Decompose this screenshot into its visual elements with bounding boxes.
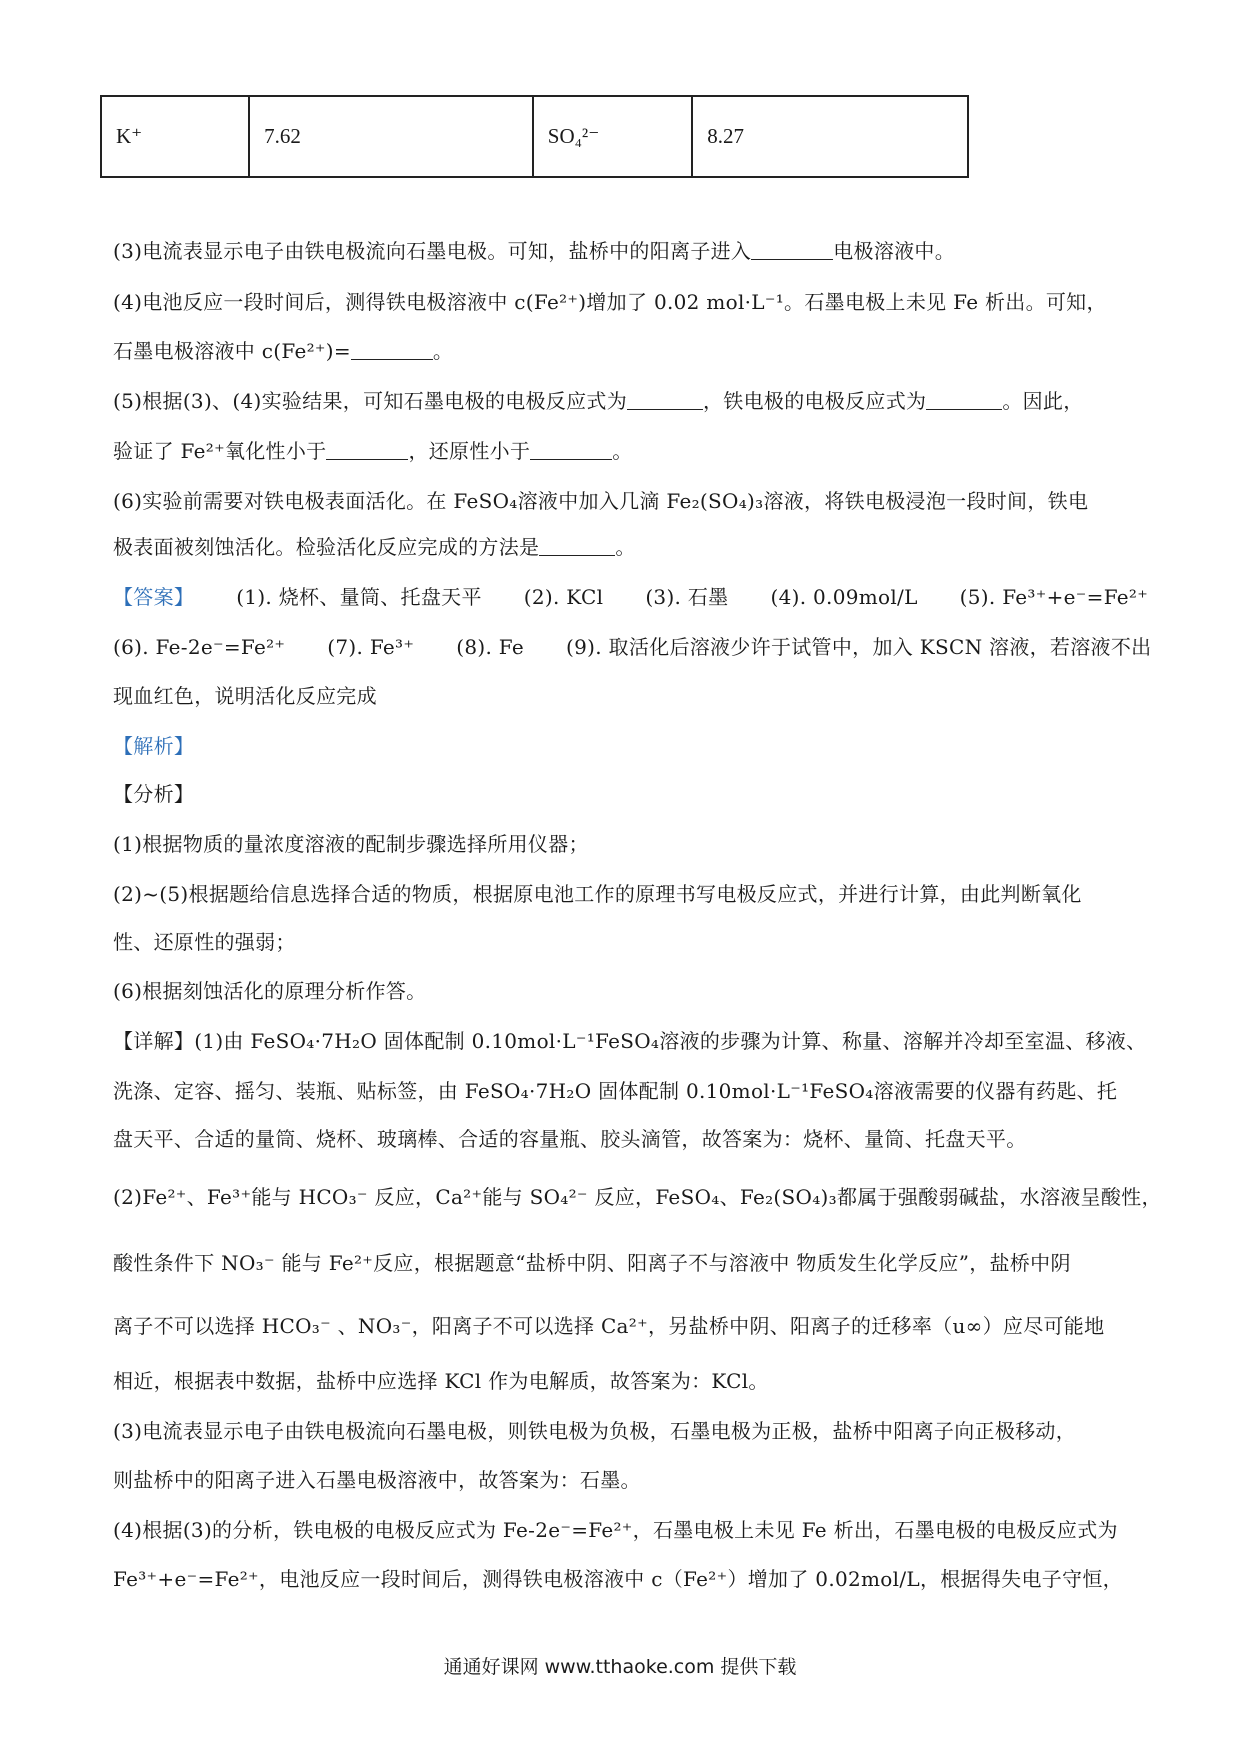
analysis-paragraph: (2)~(5)根据题给信息选择合适的物质，根据原电池工作的原理书写电极反应式，并进行计算，由此判断氧化 bbox=[113, 882, 1082, 906]
question-text: 验证了 Fe²⁺氧化性小于 bbox=[113, 439, 327, 463]
table-cell: SO₄²⁻ bbox=[533, 96, 692, 177]
question-text: 。 bbox=[615, 535, 636, 559]
answer-line-2 bbox=[113, 632, 1151, 662]
detail-line: 酸性条件下 NO₃⁻ 能与 Fe²⁺反应，根据题意“盐桥中阴、阳离子不与溶液中 物质发生化学反应”，盐桥中阴 bbox=[113, 1251, 1071, 1275]
question-6-line-1: (6)实验前需要对铁电极表面活化。在 FeSO₄溶液中加入几滴 Fe₂(SO₄)₃溶液，将铁电极浸泡一段时间，铁电 bbox=[113, 489, 1089, 513]
answer-item: (2). KCl bbox=[523, 585, 604, 609]
answer-blank bbox=[539, 535, 615, 556]
analysis-sub-label: 【分析】 bbox=[113, 782, 195, 806]
analysis-paragraph: (1)根据物质的量浓度溶液的配制步骤选择所用仪器； bbox=[113, 832, 589, 856]
answer-item: (7). Fe³⁺ bbox=[327, 635, 415, 659]
question-text: (3)电流表显示电子由铁电极流向石墨电极。可知，盐桥中的阳离子进入 bbox=[113, 239, 752, 263]
page-footer: 通通好课网 www.tthaoke.com 提供下载 bbox=[443, 1656, 797, 1678]
question-text: 。 bbox=[612, 439, 633, 463]
table-cell: 8.27 bbox=[692, 96, 968, 177]
question-text: ，铁电极的电极反应式为 bbox=[703, 389, 927, 413]
answer-item: (4). 0.09mol/L bbox=[770, 585, 918, 609]
ion-mobility-table bbox=[100, 95, 969, 178]
analysis-label: 【解析】 bbox=[113, 734, 195, 758]
detail-line: 盘天平、合适的量筒、烧杯、玻璃棒、合适的容量瓶、胶头滴管，故答案为：烧杯、量筒、托盘天平。 bbox=[113, 1127, 1027, 1151]
answer-line-3: 现血红色，说明活化反应完成 bbox=[113, 684, 377, 708]
question-5-line-2 bbox=[113, 436, 633, 466]
question-text: 极表面被刻蚀活化。检验活化反应完成的方法是 bbox=[113, 535, 540, 559]
answer-blank bbox=[627, 389, 703, 410]
detail-line: 则盐桥中的阳离子进入石墨电极溶液中，故答案为：石墨。 bbox=[113, 1468, 641, 1492]
question-text: 。因此， bbox=[1002, 389, 1084, 413]
answer-line-1 bbox=[113, 582, 1148, 612]
question-text: ，还原性小于 bbox=[408, 439, 531, 463]
question-text: 电极溶液中。 bbox=[833, 239, 956, 263]
question-5-line-1 bbox=[113, 386, 1084, 416]
question-text: 石墨电极溶液中 c(Fe²⁺)= bbox=[113, 339, 351, 363]
answer-blank bbox=[530, 439, 612, 460]
question-4-line-1: (4)电池反应一段时间后，测得铁电极溶液中 c(Fe²⁺)增加了 0.02 mol·L⁻¹。石墨电极上未见 Fe 析出。可知， bbox=[113, 290, 1107, 314]
table-cell: K⁺ bbox=[101, 96, 249, 177]
detail-line: Fe³⁺+e⁻=Fe²⁺，电池反应一段时间后，测得铁电极溶液中 c（Fe²⁺）增加了 0.02mol/L，根据得失电子守恒， bbox=[113, 1567, 1123, 1591]
detail-line: 离子不可以选择 HCO₃⁻ 、NO₃⁻，阳离子不可以选择 Ca²⁺，另盐桥中阴、阳离子的迁移率（u∞）应尽可能地 bbox=[113, 1314, 1105, 1338]
answer-blank bbox=[926, 389, 1002, 410]
answer-item: (3). 石墨 bbox=[645, 585, 729, 609]
detail-line: 【详解】(1)由 FeSO₄·7H₂O 固体配制 0.10mol·L⁻¹FeSO₄溶液的步骤为计算、称量、溶解并冷却至室温、移液、 bbox=[113, 1029, 1147, 1053]
answer-blank bbox=[351, 339, 433, 360]
answer-item: (8). Fe bbox=[456, 635, 525, 659]
detail-line: (4)根据(3)的分析，铁电极的电极反应式为 Fe-2e⁻=Fe²⁺，石墨电极上未见 Fe 析出，石墨电极的电极反应式为 bbox=[113, 1518, 1118, 1542]
question-6-line-2 bbox=[113, 532, 636, 562]
table-row bbox=[101, 96, 968, 177]
answer-blank bbox=[751, 239, 833, 260]
table-cell: 7.62 bbox=[249, 96, 533, 177]
analysis-paragraph: 性、还原性的强弱； bbox=[113, 930, 296, 954]
question-text: 。 bbox=[432, 339, 454, 363]
detail-line: 洗涤、定容、摇匀、装瓶、贴标签，由 FeSO₄·7H₂O 固体配制 0.10mol·L⁻¹FeSO₄溶液需要的仪器有药匙、托 bbox=[113, 1079, 1118, 1103]
answer-item: (6). Fe-2e⁻=Fe²⁺ bbox=[113, 635, 286, 659]
detail-line: (2)Fe²⁺、Fe³⁺能与 HCO₃⁻ 反应，Ca²⁺能与 SO₄²⁻ 反应，FeSO₄、Fe₂(SO₄)₃都属于强酸弱碱盐，水溶液呈酸性， bbox=[113, 1185, 1162, 1209]
question-3 bbox=[113, 236, 955, 266]
detail-line: 相近，根据表中数据，盐桥中应选择 KCl 作为电解质，故答案为：KCl。 bbox=[113, 1369, 769, 1393]
answer-item: (5). Fe³⁺+e⁻=Fe²⁺ bbox=[959, 585, 1149, 609]
question-4-line-2 bbox=[113, 336, 453, 366]
analysis-paragraph: (6)根据刻蚀活化的原理分析作答。 bbox=[113, 979, 427, 1003]
answer-item: (9). 取活化后溶液少许于试管中，加入 KSCN 溶液，若溶液不出 bbox=[566, 635, 1152, 659]
question-text: (5)根据(3)、(4)实验结果，可知石墨电极的电极反应式为 bbox=[113, 389, 627, 413]
detail-line: (3)电流表显示电子由铁电极流向石墨电极，则铁电极为负极，石墨电极为正极，盐桥中阳离子向正极移动， bbox=[113, 1419, 1077, 1443]
answer-item: (1). 烧杯、量筒、托盘天平 bbox=[236, 585, 482, 609]
answer-blank bbox=[326, 439, 408, 460]
answer-label: 【答案】 bbox=[113, 585, 195, 609]
